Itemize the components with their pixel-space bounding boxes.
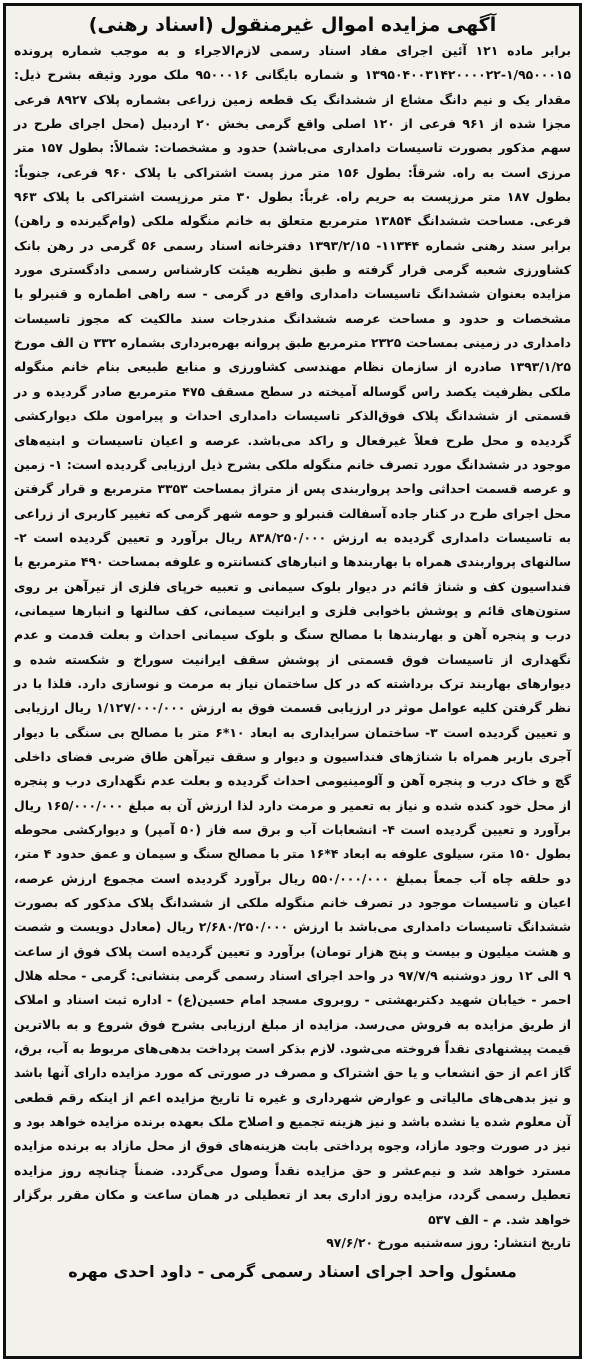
auction-notice: [3, 3, 582, 1359]
notice-body: برابر ماده ۱۲۱ آئین اجرای مفاد اسناد رسمی لازم‌الاجراء و به موجب شماره پرونده ۱/۹۵۰۰۰۱۵-۱۳۹۵۰۴۰۰۳۱۴۲۰۰۰۰۲۲ و شماره بایگانی ۹۵۰۰۰۱۶ ملک مورد وثیقه بشرح ذیل: مقدار یک و نیم دانگ مشاع از ششدانگ یک قطعه زمین زراعی بشماره پلاک ۸۹۲۷ فرعی مجزا شده از ۹۶۱ فرعی از ۱۲۰ اصلی واقع گرمی بخش ۲۰ اردبیل (محل اجرای طرح در سهم مذکور بصورت تاسیسات دامداری می‌باشد) حدود و مشخصات: شمالاً: بطول ۱۵۷ متر مرزی است به راه. شرقاً: بطول ۱۵۶ متر مرز پست اشتراکی با پلاک ۹۶۰ فرعی، جنوباً: بطول ۱۸۷ متر مرزپست به حریم راه. غرباً: بطول ۳۰ متر مرزپست اشتراکی با پلاک ۹۶۳ فرعی. مساحت ششدانگ ۱۳۸۵۴ مترمربع متعلق به خانم منگوله ملکی (وام‌گیرنده و راهن) برابر سند رهنی شماره ۱۱۳۴۴- ۱۳۹۳/۲/۱۵ دفترخانه اسناد رسمی ۵۶ گرمی در رهن بانک کشاورزی شعبه گرمی قرار گرفته و طبق نظریه هیئت کارشناس رسمی دادگستری مورد مزایده بعنوان ششدانگ تاسیسات دامداری واقع در گرمی - سه راهی اطماره و قنبرلو با مشخصات و حدود و مساحت عرصه ششدانگ مندرجات سند مالکیت که مجوز تاسیسات دامداری در زمینی بمساحت ۲۳۲۵ مترمربع طبق پروانه بهره‌برداری بشماره ۳۳۲ ن الف مورخ ۱۳۹۳/۱/۲۵ صادره از سازمان نظام مهندسی کشاورزی و منابع طبیعی بنام خانم منگوله ملکی بظرفیت یکصد راس گوساله آمیخته در سطح مسقف ۴۷۵ مترمربع صادر گردیده و در قسمتی از ششدانگ پلاک فوق‌الذکر تاسیسات دامداری احداث و پیرامون ملک دیوارکشی گردیده و محل طرح فعلاً غیرفعال و راکد می‌باشد. عرصه و اعیان تاسیسات و ابنیه‌های موجود در ششدانگ مورد تصرف خانم منگوله ملکی بشرح ذیل ارزیابی گردیده است: ۱- زمین و عرصه قسمت احداثی واحد پرواربندی پس از متراژ بمساحت ۳۳۵۳ مترمربع و قرار گرفتن محل اجرای طرح در کنار جاده آسفالت قنبرلو و حومه شهر گرمی که تغییر کاربری از زراعی به تاسیسات دامداری گردیده به ارزش ۸۳۸/۲۵۰/۰۰۰ ریال برآورد و تعیین گردیده است ۲- سالنهای پرواربندی همراه با بهاربندها و انبارهای کنسانتره و علوفه بمساحت ۴۹۰ مترمربع با فنداسیون کف و شناژ قائم در دیوار بلوک سیمانی و تعبیه خرپای فلزی از تیرآهن بر روی ستون‌های قائم و پوشش باخوابی فلزی و ایرانیت سیمانی، کف سالنها و انبارها سیمانی، درب و پنجره آهن و بهاربندها با مصالح سنگ و بلوک سیمانی احداث و بعلت قدمت و عدم نگهداری از تاسیسات فوق قسمتی از پوشش سقف ایرانیت سوراخ و شکسته شده و دیوارهای بهاربند ترک برداشته که در کل ساختمان نیاز به مرمت و نوسازی دارد. فلذا با در نظر گرفتن کلیه عوامل موثر در ارزیابی قسمت فوق به ارزش ۱/۱۲۷/۰۰۰/۰۰۰ ریال ارزیابی و تعیین گردیده است ۳- ساختمان سرایداری به ابعاد ۱۰*۶ متر با مصالح بی سنگی با دیوار آجری باربر همراه با شناژهای فنداسیون و دیوار و سقف تیرآهن طاق ضربی فضای داخلی گچ و خاک درب و پنجره آهن و آلومینیومی احداث گردیده و بعلت عدم نگهداری درب و پنجره از محل خود کنده شده و نیاز به تعمیر و مرمت دارد لذا ارزش آن به مبلغ ۱۶۵/۰۰۰/۰۰۰ ریال برآورد و تعیین گردیده است ۴- انشعابات آب و برق سه فاز (۵۰ آمپر) و دیوارکشی محوطه بطول ۱۵۰ متر، سیلوی علوفه به ابعاد ۴*۱۶ متر با مصالح سنگ و سیمان و عمق حدود ۴ متر، دو حلقه چاه آب جمعاً بمبلغ ۵۵۰/۰۰۰/۰۰۰ ریال برآورد گردیده است مجموع ارزش عرصه، اعیان و تاسیسات موجود در تصرف خانم منگوله ملکی از ششدانگ پلاک مذکور که بصورت ششدانگ تاسیسات دامداری می‌باشد با ارزش ۲/۶۸۰/۲۵۰/۰۰۰ ریال (معادل دویست و شصت و هشت میلیون و بیست و پنج هزار تومان) برآورد و تعیین گردیده است پلاک فوق از ساعت ۹ الی ۱۲ روز دوشنبه ۹۷/۷/۹ در واحد اجرای اسناد رسمی گرمی بنشانی: گرمی - محله هلال احمر - خیابان شهید دکتربهشتی - روبروی مسجد امام حسین(ع) - اداره ثبت اسناد و املاک از طریق مزایده به فروش می‌رسد. مزایده از مبلغ ارزیابی بشرح فوق شروع و به بالاترین قیمت پیشنهادی نقداً فروخته می‌شود. لازم بذکر است پرداخت بدهی‌های مربوط به آب، برق، گاز اعم از حق انشعاب و یا حق اشتراک و مصرف در صورتی که مورد مزایده دارای آنها باشد و نیز بدهی‌های مالیاتی و عوارض شهرداری و غیره تا تاریخ مزایده اعم از اینکه رقم قطعی آن معلوم شده یا نشده باشد و نیز هزینه تجمیع و اصلاح ملک بعهده برنده مزایده خواهد بود و نیز در صورت وجود مازاد، وجوه پرداختی بابت هزینه‌های فوق از محل مازاد به برنده مزایده مسترد خواهد شد و نیم‌عشر و حق مزایده نقداً وصول می‌گردد. ضمناً چنانچه روز مزایده تعطیل رسمی گردد، مزایده روز اداری بعد از تعطیلی در همان ساعت و مکان مقرر برگزار خواهد شد. م - الف ۵۳۷: [14, 43, 572, 1227]
signature-line: مسئول واحد اجرای اسناد رسمی گرمی - داود احدی مهره: [68, 1261, 517, 1281]
notice-title: آگهی مزایده اموال غیرمنقول (اسناد رهنی): [88, 14, 497, 36]
publication-date: تاریخ انتشار: روز سه‌شنبه مورخ ۹۷/۶/۲۰: [326, 1234, 571, 1250]
